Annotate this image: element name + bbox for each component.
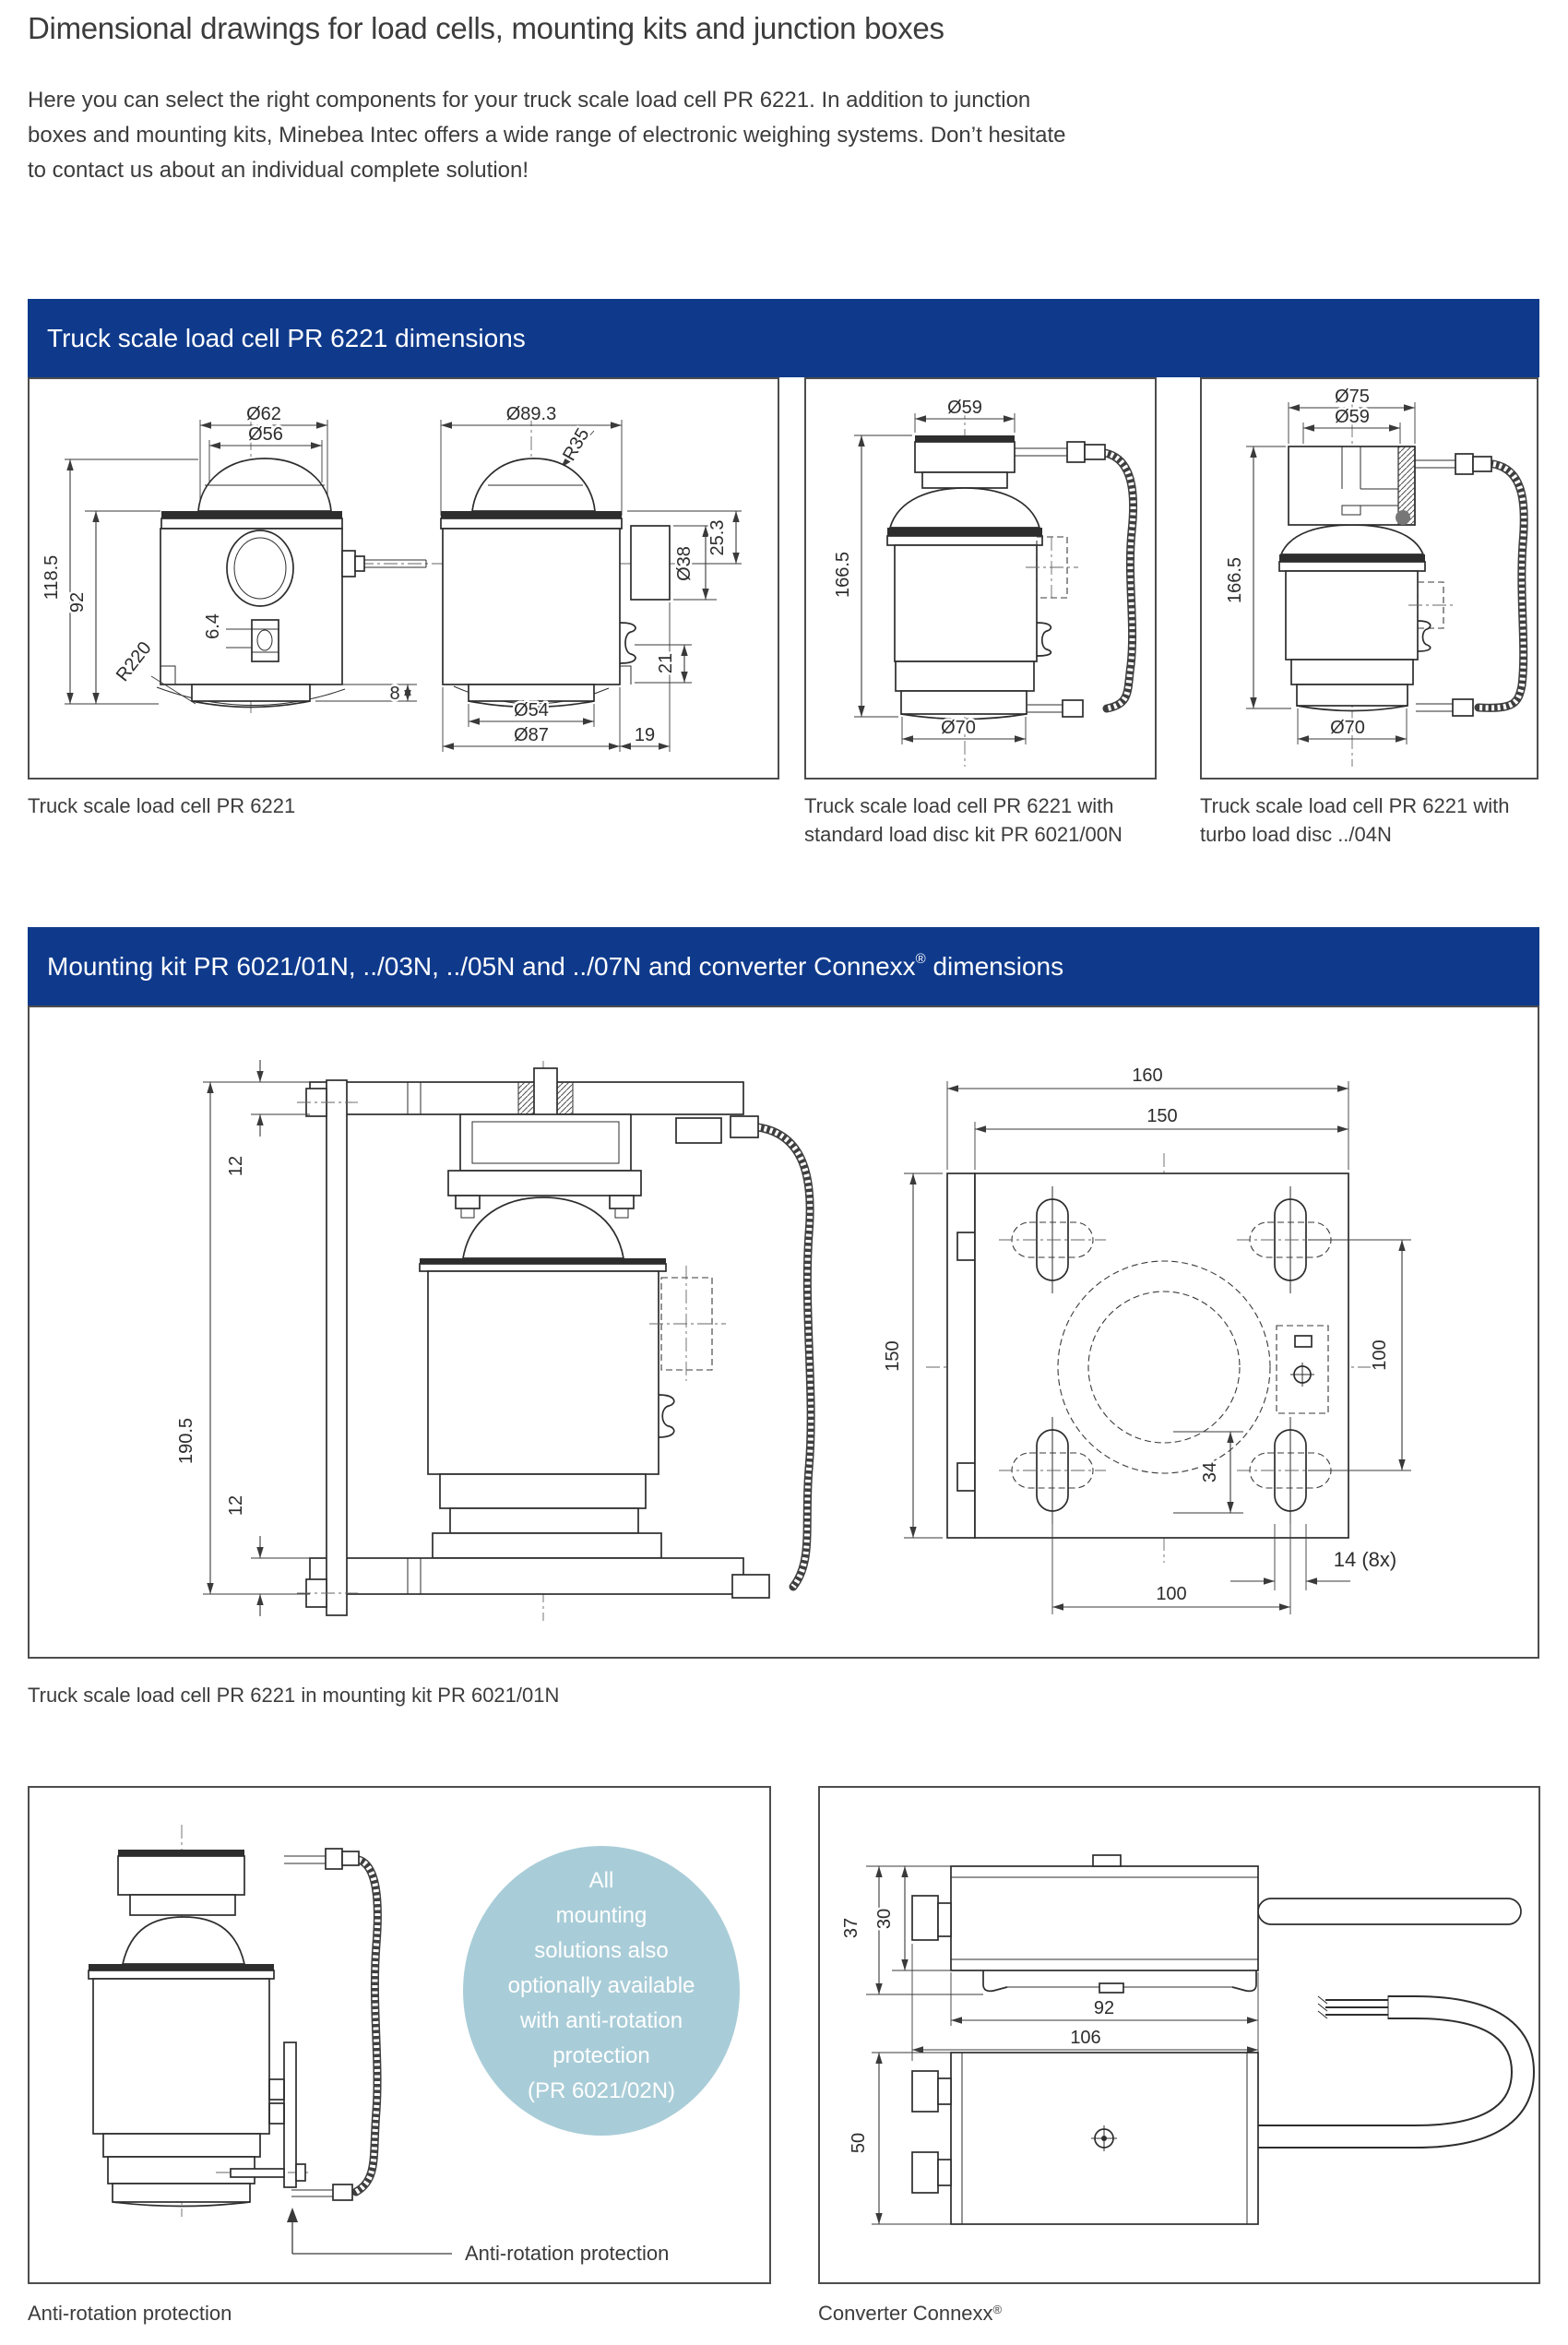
dim-150-top: 150 xyxy=(1146,1106,1178,1126)
mounting-kit-side-view xyxy=(297,1061,811,1621)
dim-21: 21 xyxy=(656,652,676,674)
dim-160: 160 xyxy=(1132,1065,1163,1086)
dim-6-4: 6.4 xyxy=(203,613,223,639)
dim-150-left: 150 xyxy=(883,1340,903,1372)
drawing-box-standard-disc xyxy=(804,377,1157,780)
section1-header-bar xyxy=(28,299,1539,377)
page-title: Dimensional drawings for load cells, mounting kits and junction boxes xyxy=(28,11,944,45)
dim-dia62: Ø62 xyxy=(246,404,281,424)
mounting-kit-drawing xyxy=(30,1007,1538,1657)
drawing-box-turbo-disc xyxy=(1200,377,1538,780)
turbo-disc-drawing xyxy=(1202,379,1537,778)
dim-dia59: Ø59 xyxy=(947,398,982,418)
dim-100-right: 100 xyxy=(1370,1339,1390,1371)
load-cell-front-view xyxy=(157,412,449,713)
drawing-box-mounting-kit xyxy=(28,1006,1539,1659)
registered-mark: ® xyxy=(915,951,926,967)
drawing-box-load-cell xyxy=(28,377,779,780)
drawing-box-converter xyxy=(818,1786,1540,2284)
bubble-line: with anti-rotation xyxy=(519,2008,683,2033)
standard-disc-drawing xyxy=(806,379,1155,778)
dim-r220: R220 xyxy=(112,637,156,685)
bubble-line: All xyxy=(588,1868,614,1893)
dim-dia54: Ø54 xyxy=(514,700,549,720)
mounting-kit-top-view xyxy=(926,1153,1378,1563)
dim-118-5: 118.5 xyxy=(42,554,62,601)
dim-19: 19 xyxy=(634,725,656,745)
anti-rotation-pointer-label: Anti-rotation protection xyxy=(465,2242,670,2265)
bubble-line: (PR 6021/02N) xyxy=(527,2078,676,2103)
anti-rotation-drawing xyxy=(30,1788,769,2282)
dim-50: 50 xyxy=(849,2132,869,2154)
dim-92: 92 xyxy=(1093,1998,1115,2018)
dim-8: 8 xyxy=(389,684,400,704)
dim-dia56: Ø56 xyxy=(248,424,283,445)
turbo-disc-view xyxy=(1279,399,1524,767)
dim-92: 92 xyxy=(67,591,88,613)
caption-anti-rotation: Anti-rotation protection xyxy=(28,2302,232,2325)
dim-166-5: 166.5 xyxy=(1225,556,1245,604)
drawing-box-anti-rotation xyxy=(28,1786,771,2284)
anti-rotation-pointer xyxy=(287,2208,669,2265)
mounting-kit-side-dimensions xyxy=(176,1060,310,1616)
section2-header-title: Mounting kit PR 6021/01N, ../03N, ../05N and ../07N and converter Connexx® dimensions xyxy=(47,951,1064,981)
dim-dia89-3: Ø89.3 xyxy=(505,404,557,424)
caption-mounting-kit: Truck scale load cell PR 6221 in mounting kit PR 6021/01N xyxy=(28,1684,560,1707)
dim-166-5: 166.5 xyxy=(833,551,853,599)
caption-load-cell: Truck scale load cell PR 6221 xyxy=(28,794,296,817)
intro-line: Here you can select the right components for your truck scale load cell PR 6221. In addition to junction xyxy=(28,88,1031,113)
dim-dia75: Ø75 xyxy=(1335,387,1370,407)
anti-rotation-load-cell-view xyxy=(89,1825,377,2217)
bubble-line: mounting xyxy=(555,1903,647,1928)
dim-34: 34 xyxy=(1200,1461,1220,1483)
dim-dia87: Ø87 xyxy=(514,725,549,745)
standard-disc-view xyxy=(887,405,1134,767)
anti-rotation-bubble xyxy=(463,1846,740,2136)
section2-header-bar xyxy=(28,927,1539,1006)
dim-190-5: 190.5 xyxy=(176,1417,196,1465)
dim-100-bottom: 100 xyxy=(1156,1584,1187,1604)
dim-106: 106 xyxy=(1070,2028,1101,2048)
dim-r35: R35 xyxy=(559,424,594,465)
section1-header-title: Truck scale load cell PR 6221 dimensions xyxy=(47,324,526,352)
dim-dia59: Ø59 xyxy=(1335,407,1370,427)
converter-drawing xyxy=(820,1788,1538,2282)
bubble-line: protection xyxy=(552,2043,650,2068)
dim-dia70: Ø70 xyxy=(941,718,976,738)
bubble-line: optionally available xyxy=(507,1973,695,1998)
registered-mark: ® xyxy=(992,2303,1003,2316)
bubble-line: solutions also xyxy=(534,1938,669,1963)
load-cell-dimension-drawing xyxy=(30,379,778,778)
converter-side-view xyxy=(912,1855,1521,1993)
intro-line: boxes and mounting kits, Minebea Intec offers a wide range of electronic weighing systems. Don’t hesitate xyxy=(28,123,1066,148)
intro-paragraph xyxy=(28,83,1066,188)
dim-30: 30 xyxy=(874,1908,895,1930)
caption-standard-disc: Truck scale load cell PR 6221 with standard load disc kit PR 6021/00N xyxy=(804,794,1123,846)
converter-top-view xyxy=(912,1995,1523,2224)
caption-converter: Converter Connexx® xyxy=(818,2302,1003,2325)
dim-dia70: Ø70 xyxy=(1330,718,1365,738)
dim-25-3: 25.3 xyxy=(707,519,728,556)
dim-14-8x: 14 (8x) xyxy=(1333,1548,1397,1571)
dim-dia38: Ø38 xyxy=(674,546,695,581)
caption-turbo-disc: Truck scale load cell PR 6221 with turbo load disc ../04N xyxy=(1200,794,1510,846)
intro-line: to contact us about an individual complete solution! xyxy=(28,158,529,183)
dim-37: 37 xyxy=(841,1917,861,1939)
dim-12-bottom: 12 xyxy=(226,1494,246,1517)
dim-12-top: 12 xyxy=(226,1155,246,1177)
